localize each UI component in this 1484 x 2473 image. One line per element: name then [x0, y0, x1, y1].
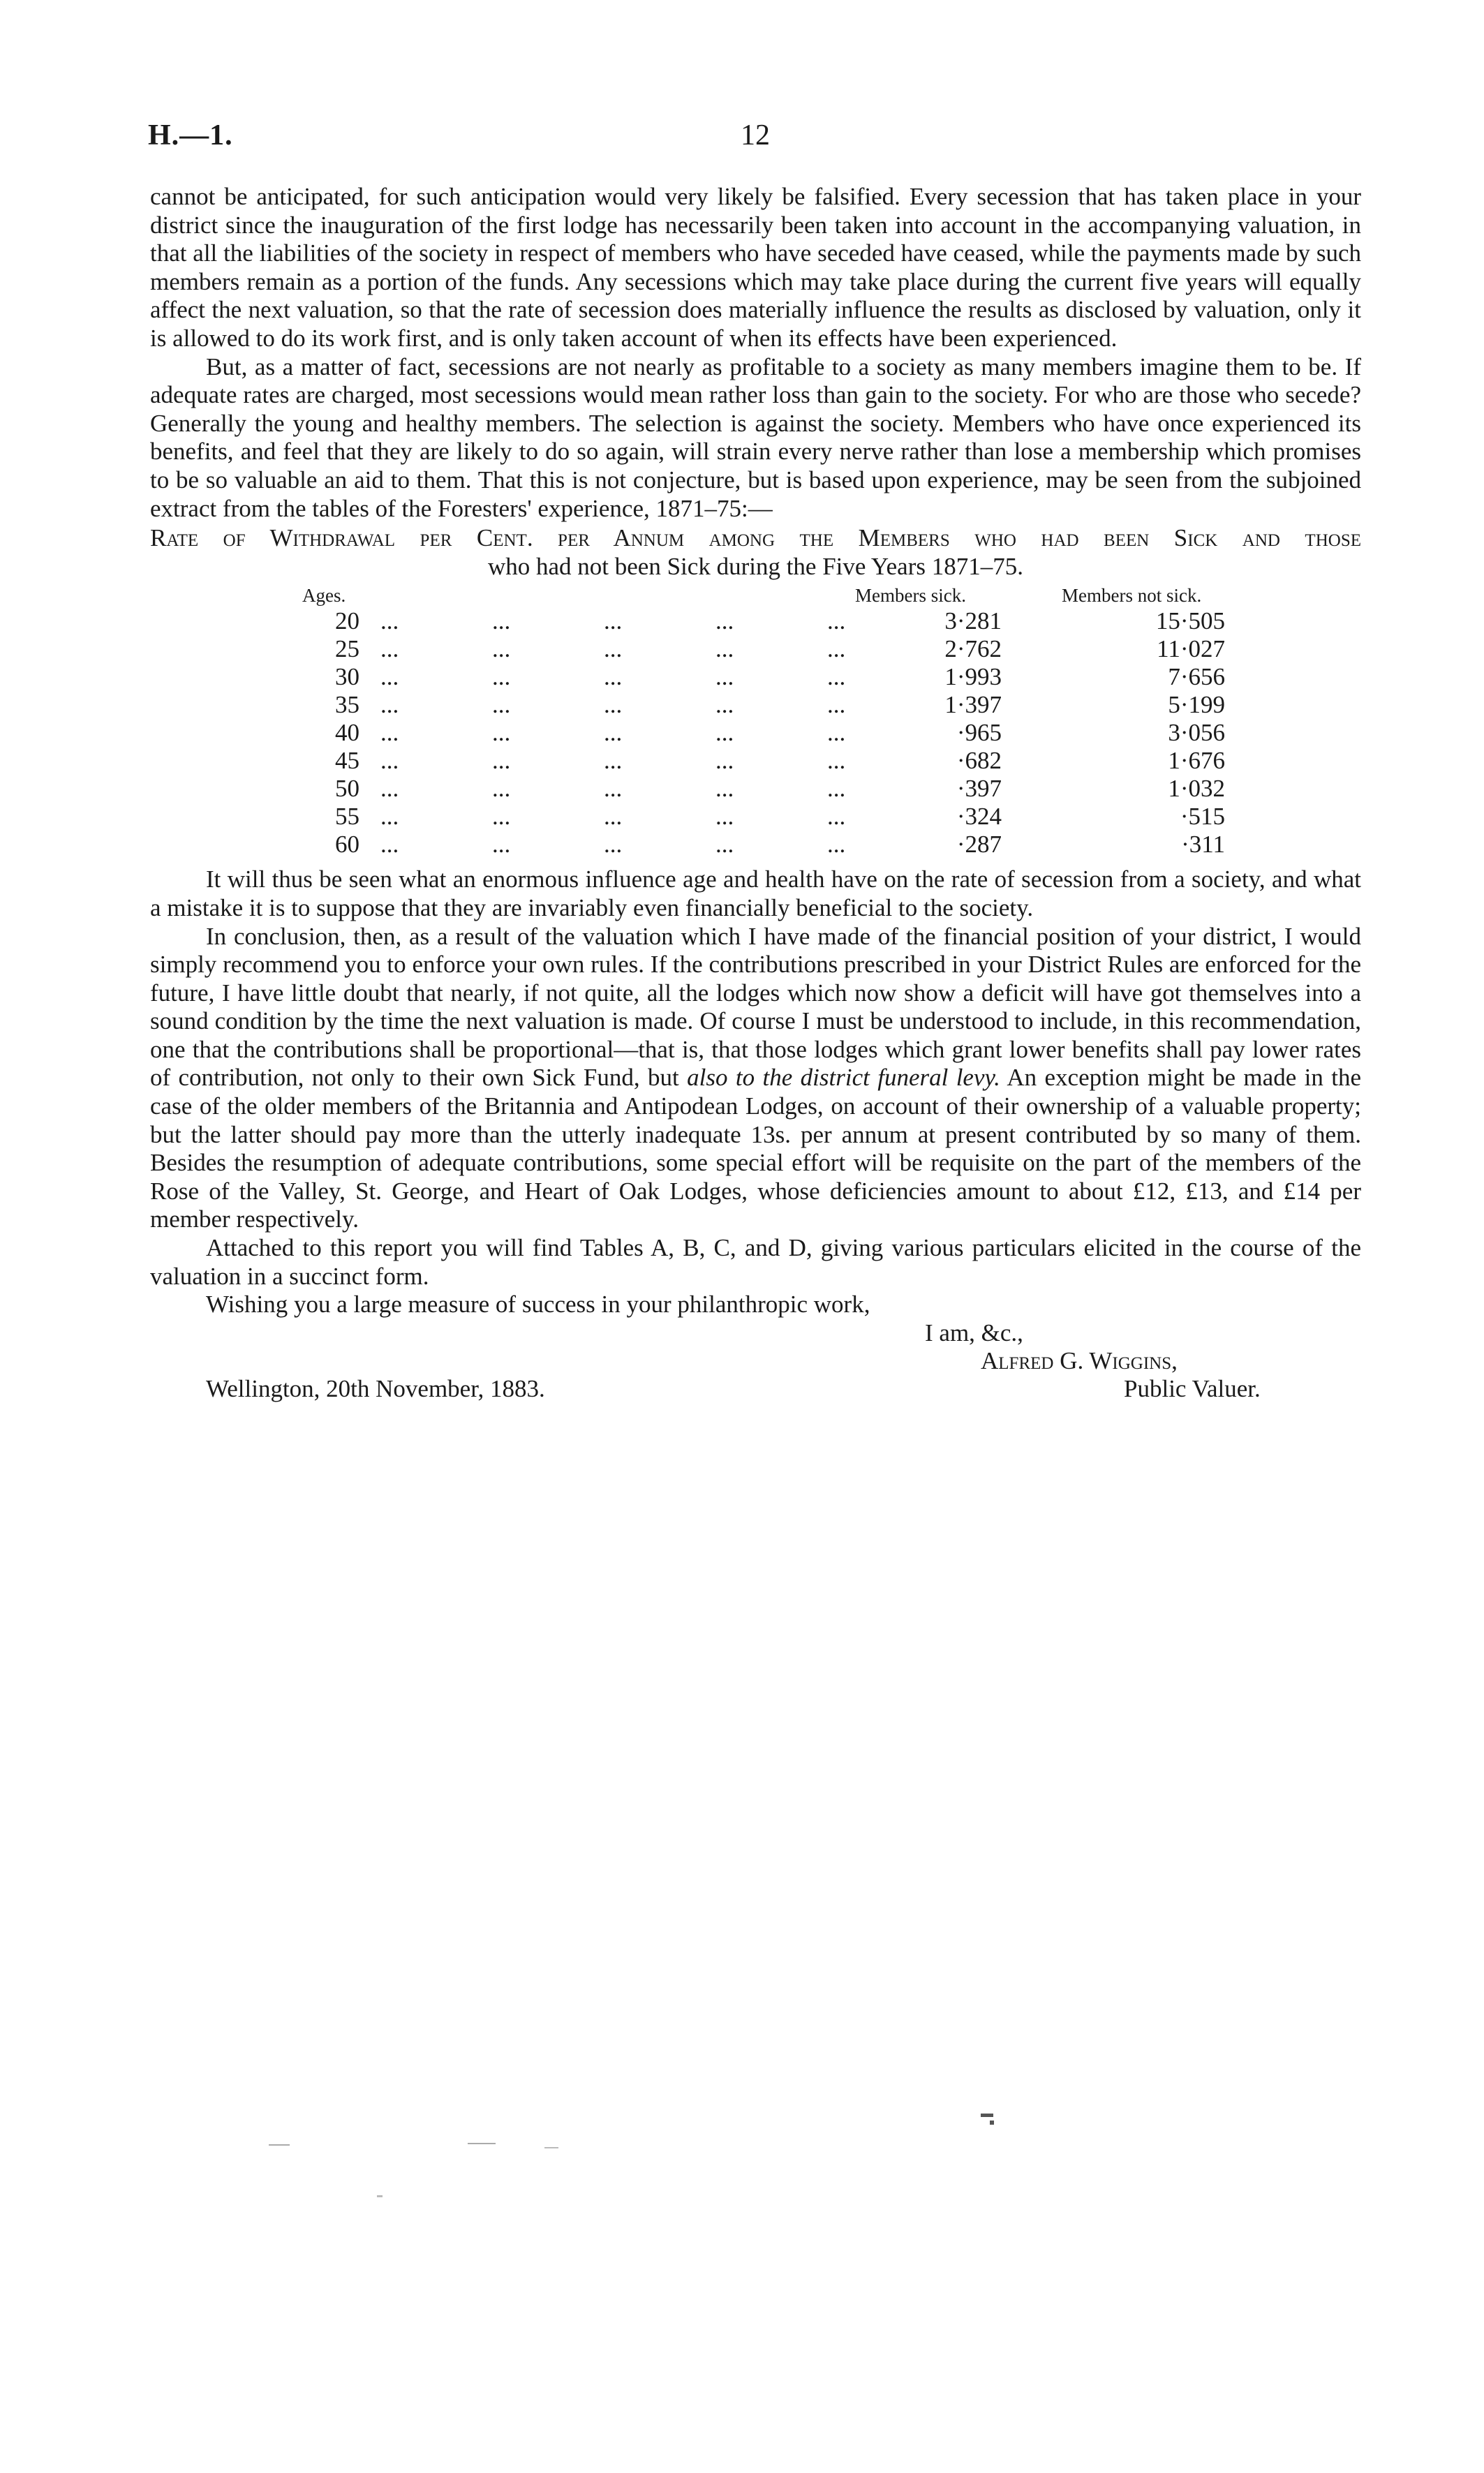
- members-not-sick-cell: ·311: [1181, 831, 1225, 859]
- table-row: [150, 635, 1361, 663]
- signatory-name: Alfred G. Wiggins,: [981, 1346, 1178, 1374]
- leader-dots: ... ... ... ... ...: [380, 719, 846, 747]
- paragraph-secession-valuation: cannot be anticipated, for such anticipation would very likely be falsified. Every secession that has taken place in your district since the inauguration of the first lodge has necessarily been taken into account in the accompanying valuation, in that all the liabilities of the society in respect of members who have seceded have ceased, while the payments made by such members remain as a portion of the funds. Any secessions which may take place during the current five years will equally affect the next valuation, so that the rate of secession does materially influence the results as disclosed by valuation, only it is allowed to do its work first, and is only taken account of when its effects have been experienced.: [150, 183, 1361, 352]
- age-cell: 40: [335, 719, 359, 747]
- table-row: [150, 803, 1361, 831]
- members-not-sick-cell: 5·199: [1168, 691, 1225, 719]
- scan-speck: [544, 2147, 558, 2148]
- table-caption: [150, 524, 1361, 581]
- age-cell: 30: [335, 663, 359, 691]
- leader-dots: ... ... ... ... ...: [380, 607, 846, 635]
- withdrawal-rate-table: [150, 584, 1361, 863]
- table-row: [150, 691, 1361, 719]
- signature-block: [150, 1319, 1361, 1438]
- scan-speck: [990, 2121, 994, 2125]
- members-sick-cell: 3·281: [944, 607, 1002, 635]
- leader-dots: ... ... ... ... ...: [380, 663, 846, 691]
- paragraph-wishing-success: Wishing you a large measure of success in your philanthropic work,: [206, 1291, 870, 1319]
- leader-dots: ... ... ... ... ...: [380, 747, 846, 775]
- document-body: [150, 183, 1361, 1438]
- leader-dots: ... ... ... ... ...: [380, 691, 846, 719]
- members-sick-cell: ·287: [956, 831, 1002, 859]
- members-not-sick-cell: 1·032: [1168, 775, 1225, 803]
- document-code: H.—1.: [148, 119, 233, 151]
- leader-dots: ... ... ... ... ...: [380, 635, 846, 663]
- column-header-members-not-sick: Members not sick.: [1062, 585, 1202, 607]
- scan-speck: [981, 2114, 993, 2117]
- paragraph-attached-tables: Attached to this report you will find Tables A, B, C, and D, giving various particulars elicited in the course of the valuation in a succinct form.: [150, 1234, 1361, 1290]
- column-header-ages: Ages.: [302, 585, 346, 607]
- leader-dots: ... ... ... ... ...: [380, 803, 846, 831]
- members-sick-cell: ·397: [956, 775, 1002, 803]
- table-caption-line-1: Rate of Withdrawal per Cent. per Annum among the Members who had been Sick and those: [150, 524, 1361, 552]
- table-row: [150, 775, 1361, 803]
- age-cell: 45: [335, 747, 359, 775]
- salutation: I am, &c.,: [925, 1319, 1023, 1346]
- place-and-date: Wellington, 20th November, 1883.: [206, 1374, 545, 1402]
- members-sick-cell: 2·762: [944, 635, 1002, 663]
- age-cell: 35: [335, 691, 359, 719]
- emphasis-funeral-levy: also to the district funeral levy.: [687, 1064, 1000, 1092]
- age-cell: 20: [335, 607, 359, 635]
- members-not-sick-cell: 15·505: [1155, 607, 1225, 635]
- signatory-title: Public Valuer.: [1124, 1374, 1261, 1402]
- members-sick-cell: ·324: [956, 803, 1002, 831]
- age-cell: 50: [335, 775, 359, 803]
- age-cell: 25: [335, 635, 359, 663]
- paragraph-age-health-influence: It will thus be seen what an enormous influence age and health have on the rate of secession from a society, and what a mistake it is to suppose that they are invariably even financially beneficial to the society.: [150, 866, 1361, 921]
- page-number: 12: [741, 119, 770, 151]
- age-cell: 55: [335, 803, 359, 831]
- table-row: [150, 747, 1361, 775]
- scan-speck: [468, 2143, 496, 2144]
- scan-speck: [377, 2195, 383, 2197]
- members-not-sick-cell: 11·027: [1157, 635, 1225, 663]
- members-not-sick-cell: 3·056: [1168, 719, 1225, 747]
- table-row: [150, 831, 1361, 859]
- table-row: [150, 607, 1361, 635]
- members-not-sick-cell: 1·676: [1168, 747, 1225, 775]
- table-caption-line-2: who had not been Sick during the Five Years 1871–75.: [487, 552, 1023, 580]
- members-sick-cell: ·682: [956, 747, 1002, 775]
- age-cell: 60: [335, 831, 359, 859]
- table-row: [150, 719, 1361, 747]
- column-header-members-sick: Members sick.: [855, 585, 966, 607]
- paragraph-secession-profitability: But, as a matter of fact, secessions are not nearly as profitable to a society as many members imagine them to be. If adequate rates are charged, most secessions would mean rather loss than gain to the society. For who are those who secede? Generally the young and healthy members. The selection is against the society. Members who have once experienced its benefits, and feel that they are likely to do so again, will strain every nerve rather than lose a membership which promises to be so valuable an aid to them. That this is not conjecture, but is based upon experience, may be seen from the subjoined extract from the tables of the Foresters' experience, 1871–75:—: [150, 352, 1361, 522]
- scan-speck: [269, 2144, 290, 2146]
- page-header: [148, 119, 1363, 161]
- members-sick-cell: 1·993: [944, 663, 1002, 691]
- members-sick-cell: ·965: [956, 719, 1002, 747]
- leader-dots: ... ... ... ... ...: [380, 775, 846, 803]
- paragraph-conclusion: In conclusion, then, as a result of the valuation which I have made of the financial position of your district, I would simply recommend you to enforce your own rules. If the contributions prescribed in your District Rules are enforced for the future, I have little doubt that nearly, if not quite, all the lodges which now show a deficit will have got themselves into a sound condition by the time the next valuation is made. Of course I must be understood to include, in this recommendation, one that the contributions shall be proportional—that is, that those lodges which grant lower benefits shall pay lower rates of contribution, not only to their own Sick Fund, but also to the district funeral levy. An exception might be made in the case of the older members of the Britannia and Antipodean Lodges, on account of their ownership of a valuable property; but the latter should pay more than the utterly inadequate 13s. per annum at present contributed by so many of them. Besides the resumption of adequate contributions, some special effort will be requisite on the part of the members of the Rose of the Valley, St. George, and Heart of Oak Lodges, whose deficiencies amount to about £12, £13, and £14 per member respectively.: [150, 922, 1361, 1233]
- members-not-sick-cell: 7·656: [1168, 663, 1225, 691]
- leader-dots: ... ... ... ... ...: [380, 831, 846, 859]
- table-row: [150, 663, 1361, 691]
- members-not-sick-cell: ·515: [1180, 803, 1225, 831]
- members-sick-cell: 1·397: [944, 691, 1002, 719]
